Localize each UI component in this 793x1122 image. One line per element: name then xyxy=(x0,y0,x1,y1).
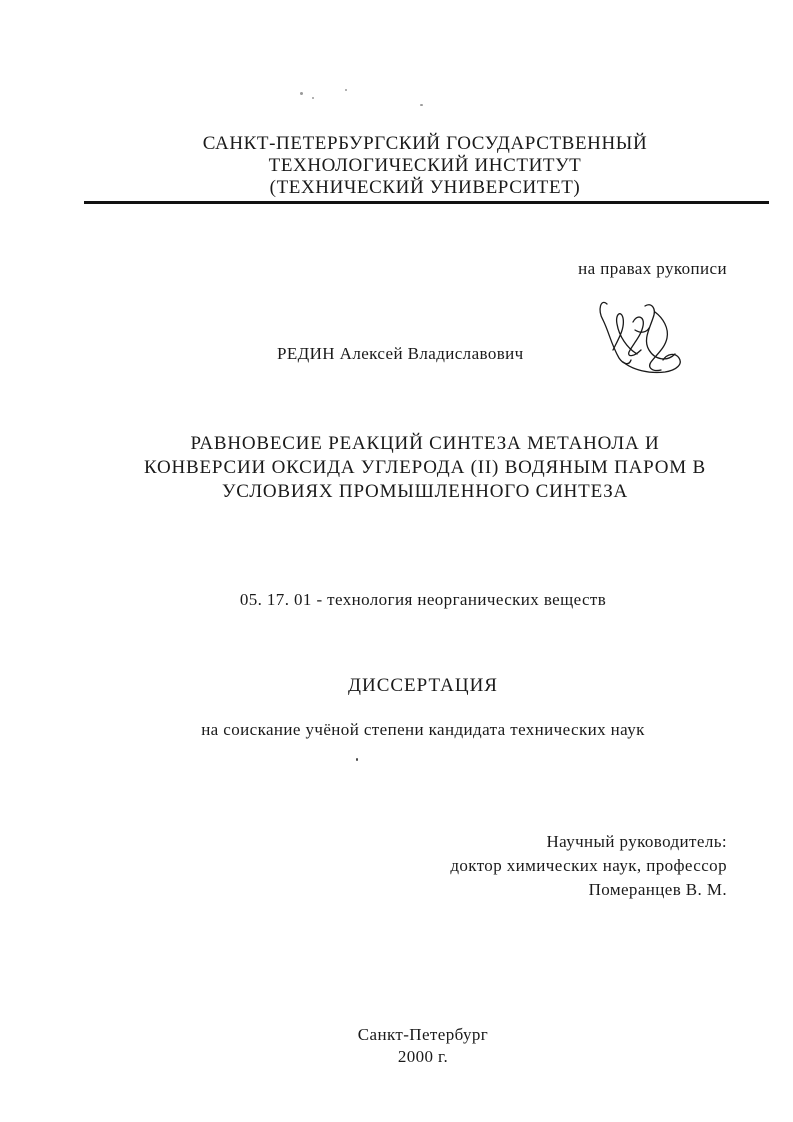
year: 2000 г. xyxy=(397,1047,449,1066)
institution-line-1: САНКТ-ПЕТЕРБУРГСКИЙ ГОСУДАРСТВЕННЫЙ xyxy=(202,133,648,154)
institution-line-3: (ТЕХНИЧЕСКИЙ УНИВЕРСИТЕТ) xyxy=(269,177,581,198)
supervisor-block xyxy=(450,830,727,902)
specialty-code: 05. 17. 01 - технология неорганических веществ xyxy=(239,590,607,609)
supervisor-credentials: доктор химических наук, профессор xyxy=(450,856,727,875)
thesis-title xyxy=(100,432,750,504)
thesis-title-line-3: УСЛОВИЯХ ПРОМЫШЛЕННОГО СИНТЕЗА xyxy=(221,481,629,502)
scan-speck xyxy=(300,92,303,95)
supervisor-name: Померанцев В. М. xyxy=(588,880,727,899)
scan-speck xyxy=(345,89,347,91)
thesis-title-line-2: КОНВЕРСИИ ОКСИДА УГЛЕРОДА (II) ВОДЯНЫМ ПАРОМ В xyxy=(144,457,706,478)
signature-icon xyxy=(593,292,688,380)
header-divider xyxy=(84,201,769,204)
supervisor-label: Научный руководитель: xyxy=(546,832,727,851)
thesis-title-line-1: РАВНОВЕСИЕ РЕАКЦИЙ СИНТЕЗА МЕТАНОЛА И xyxy=(190,433,660,454)
degree-statement: на соискание учёной степени кандидата технических наук xyxy=(201,720,645,739)
scan-speck xyxy=(312,97,314,99)
scan-speck xyxy=(420,104,423,106)
author-name: РЕДИН Алексей Владиславович xyxy=(277,344,524,363)
place-and-year xyxy=(100,1024,746,1068)
manuscript-note: на правах рукописи xyxy=(578,259,727,278)
institution-header xyxy=(100,133,750,199)
institution-line-2: ТЕХНОЛОГИЧЕСКИЙ ИНСТИТУТ xyxy=(268,155,582,176)
document-type: ДИССЕРТАЦИЯ xyxy=(348,675,498,696)
place: Санкт-Петербург xyxy=(357,1025,489,1044)
scan-speck xyxy=(356,758,358,761)
